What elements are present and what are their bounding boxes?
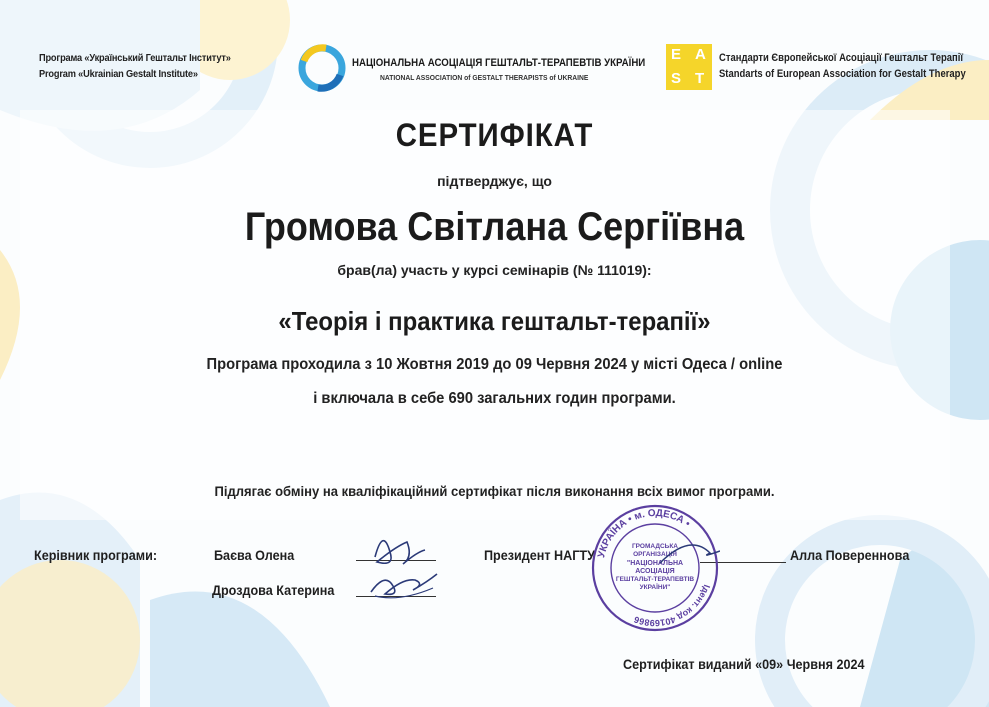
leader-label: Керівник програми:: [34, 547, 158, 563]
program-dates-text: Програма проходила з 10 Жовтня 2019 до 09 Червня 2024 у місті Одеса / online: [206, 356, 783, 373]
stamp-code-text: Ідент. код 40169866: [632, 583, 713, 629]
program-hours-text: і включала в себе 690 загальних годин програми.: [313, 390, 676, 407]
east-logo: [666, 44, 712, 90]
east-logo-letter-a: A: [695, 46, 706, 63]
east-en-label: Standarts of European Association for Gestalt Therapy: [719, 68, 966, 80]
certificate-title: СЕРТИФІКАТ: [395, 117, 594, 153]
nagt-ua-label: НАЦІОНАЛЬНА АСОЦІАЦІЯ ГЕШТАЛЬТ-ТЕРАПЕВТІВ УКРАЇНИ: [352, 57, 646, 69]
stamp-line-1: ГРОМАДСЬКА: [632, 543, 678, 550]
recipient-name: Громова Світлана Сергіївна: [244, 205, 745, 249]
east-logo-letter-t: T: [695, 70, 705, 87]
east-ua-label: Стандарти Європейської Асоціації Гештальт Терапії: [719, 52, 964, 64]
confirms-text: підтверджує, що: [437, 173, 552, 189]
organization-stamp-icon: [590, 503, 720, 633]
nagt-en-label: NATIONAL ASSOCIATION of GESTALT THERAPISTS of UKRAINE: [380, 73, 589, 82]
east-logo-letter-s: S: [671, 70, 682, 87]
president-name: Алла Поверенновa: [790, 547, 910, 563]
exchange-note: Підлягає обміну на кваліфікаційний сертифікат після виконання всіх вимог програми.: [214, 483, 775, 499]
stamp-line-3: "НАЦІОНАЛЬНА: [626, 560, 684, 567]
participation-text: брав(ла) участь у курсі семінарів (№ 111019):: [337, 262, 652, 278]
east-logo-letter-e: E: [671, 46, 682, 63]
stamp-line-4: АСОЦІАЦІЯ: [635, 568, 675, 575]
program-ua-label: Програма «Український Гештальт Інститут»: [39, 52, 231, 64]
stamp-line-6: УКРАЇНИ": [639, 584, 671, 591]
stamp-line-5: ГЕШТАЛЬТ-ТЕРАПЕВТІВ: [615, 576, 695, 583]
stamp-line-2: ОРГАНІЗАЦІЯ: [633, 551, 677, 558]
leader-signatures-icon: [355, 522, 445, 612]
stamp-outer-text: УКРАЇНА • м. ОДЕСА •: [596, 507, 693, 560]
leader-name-2: Дроздова Катерина: [212, 582, 335, 598]
president-label: Президент НАГТУ: [484, 547, 595, 563]
program-en-label: Program «Ukrainian Gestalt Institute»: [39, 68, 198, 80]
leader-name-1: Баєва Олена: [214, 547, 295, 563]
issued-date: Сертифікат виданий «09» Червня 2024: [623, 656, 865, 672]
course-title: «Теорія і практика гештальт-терапії»: [278, 306, 711, 336]
nagt-logo-icon: [296, 43, 348, 93]
